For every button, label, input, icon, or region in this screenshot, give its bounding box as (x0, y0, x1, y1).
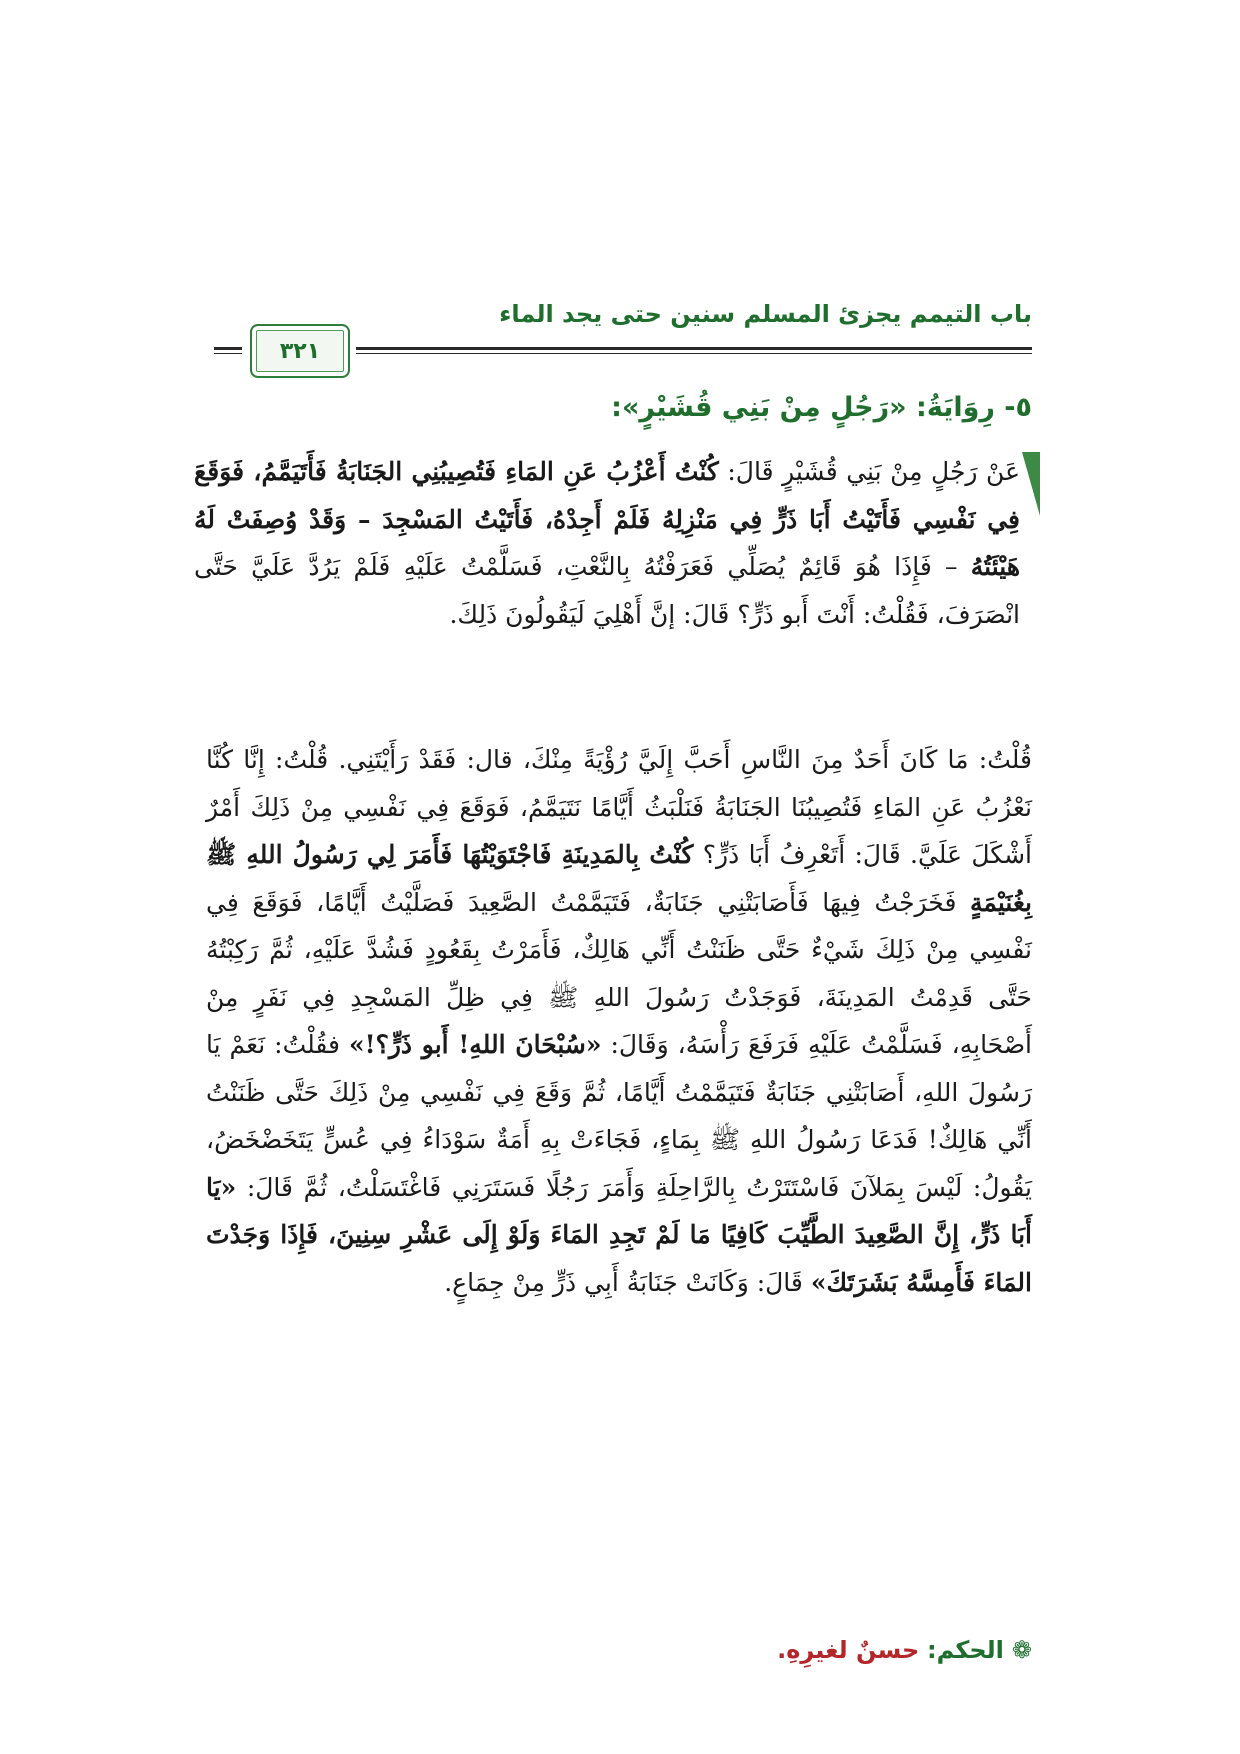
bold-text-segment: كُنْتُ أَعْزُبُ عَنِ المَاءِ فَتُصِيبُنِي الجَنَابَةُ فَأَتَيَمَّمُ، فَوَقَعَ فِي نَفْسِي فَأَتَيْتُ أَبَا ذَرٍّ فِي مَنْزِلِهُ فَلَمْ أَجِدْهُ، فَأَتَيْتُ المَسْجِدَ – وَقَدْ وُصِفَتْ لَهُ هَيْئَتُهُ (194, 457, 1020, 581)
bold-text-segment: كُنْتُ بِالمَدِينَةِ فَاجْتَوَيْتُهَا فَأَمَرَ لِي رَسُولُ اللهِ ﷺ بِغُنَيْمَةٍ (206, 840, 1032, 917)
page-number: ٣٢١ (279, 338, 321, 364)
ruling-label: الحكم: (926, 1636, 1004, 1664)
section-heading: ٥- رِوَايَةُ: «رَجُلٍ مِنْ بَنِي قُشَيْرٍ»: (611, 392, 1032, 423)
page-number-frame (250, 324, 350, 378)
text-segment: فَخَرَجْتُ فِيهَا فَأَصَابَتْنِي جَنَابَةٌ، فَتَيَمَّمْتُ الصَّعِيدَ فَصَلَّيْتُ أَيَّامًا، فَوَقَعَ فِي نَفْسِي مِنْ ذَلِكَ شَيْءٌ حَتَّى ظَنَنْتُ أَنِّي هَالِكٌ، فَأَمَرْتُ بِقَعُودٍ فَشُدَّ عَلَيْهِ، ثُمَّ رَكِبْتُهُ حَتَّى قَدِمْتُ المَدِينَةَ، فَوَجَدْتُ رَسُولَ اللهِ ﷺ فِي ظِلِّ المَسْجِدِ فِي نَفَرٍ مِنْ أَصْحَابِهِ، فَسَلَّمْتُ عَلَيْهِ فَرَفَعَ رَأْسَهُ، وَقَالَ: (206, 887, 1032, 1059)
hadith-paragraph-2 (206, 736, 1032, 1306)
text-segment: – فَإِذَا هُوَ قَائِمٌ يُصَلِّي فَعَرَفْتُهُ بِالنَّعْتِ، فَسَلَّمْتُ عَلَيْهِ فَلَمْ يَرُدَّ عَلَيَّ حَتَّى انْصَرَفَ، فَقُلْتُ: أَنْتَ أَبو ذَرٍّ؟ قَالَ: إنَّ أَهْلِيَ لَيَقُولُونَ ذَلِكَ. (194, 552, 1020, 629)
hadith-paragraph-1 (194, 448, 1032, 638)
text-segment: عَنْ رَجُلٍ مِنْ بَنِي قُشَيْرٍ قَالَ: (718, 457, 1020, 486)
header-rule-left (214, 347, 242, 350)
ruling-line (777, 1636, 1032, 1664)
text-segment: قُلْتُ: مَا كَانَ أَحَدٌ مِنَ النَّاسِ أَحَبَّ إِلَيَّ رُؤْيَةً مِنْكَ، قال: فَقَدْ رَأَيْتَنِي. قُلْتُ: إِنَّا كُنَّا نَعْزُبُ عَنِ المَاءِ فَتُصِيبُنَا الجَنَابَةُ فَنَلْبَثُ أَيَّامًا نَتَيَمَّمُ، فَوَقَعَ فِي نَفْسِي مِنْ ذَلِكَ أَمْرٌ أَشْكَلَ عَلَيَّ. قَالَ: أَتَعْرِفُ أَبَا ذَرٍّ؟ (206, 745, 1033, 869)
header-rule-left-thin (214, 353, 242, 354)
page-header (214, 300, 1032, 372)
flower-ornament-icon: ❁ (1011, 1636, 1032, 1664)
bold-text-segment: «يَا أَبَا ذَرٍّ، إِنَّ الصَّعِيدَ الطَّيِّبَ كَافِيًا مَا لَمْ تَجِدِ المَاءَ وَلَوْ إِلَى عَشْرِ سِنِينَ، فَإِذَا وَجَدْتَ المَاءَ فَأَمِسَّهُ بَشَرَتَكَ» (206, 1172, 1032, 1297)
header-rule-thin (356, 353, 1032, 354)
header-rule (356, 347, 1032, 350)
running-title: باب التيمم يجزئ المسلم سنين حتى يجد الماء (499, 300, 1032, 328)
text-segment: فقُلْتُ: نَعَمْ يَا رَسُولَ اللهِ، أَصَابَتْنِي جَنَابَةٌ فَتَيَمَّمْتُ أَيَّامًا، ثُمَّ وَقَعَ فِي نَفْسِي مِنْ ذَلِكَ حَتَّى ظَنَنْتُ أَنِّي هَالِكٌ! فَدَعَا رَسُولُ اللهِ ﷺ بِمَاءٍ، فَجَاءَتْ بِهِ أَمَةٌ سَوْدَاءُ فِي عُسٍّ يَتَخَضْخَضُ، يَقُولُ: لَيْسَ بِمَلآنَ فَاسْتَتَرْتُ بِالرَّاحِلَةِ وَأَمَرَ رَجُلًا فَسَتَرَنِي فَاغْتَسَلْتُ، ثُمَّ قَالَ: (206, 1030, 1032, 1202)
bold-text-segment: «سُبْحَانَ اللهِ! أَبو ذَرٍّ؟!» (348, 1030, 602, 1059)
ruling-value: حسنٌ لغيرِهِ. (777, 1636, 920, 1664)
text-segment: قَالَ: وَكَانَتْ جَنَابَةُ أَبِي ذَرٍّ مِنْ جِمَاعٍ. (444, 1267, 811, 1297)
